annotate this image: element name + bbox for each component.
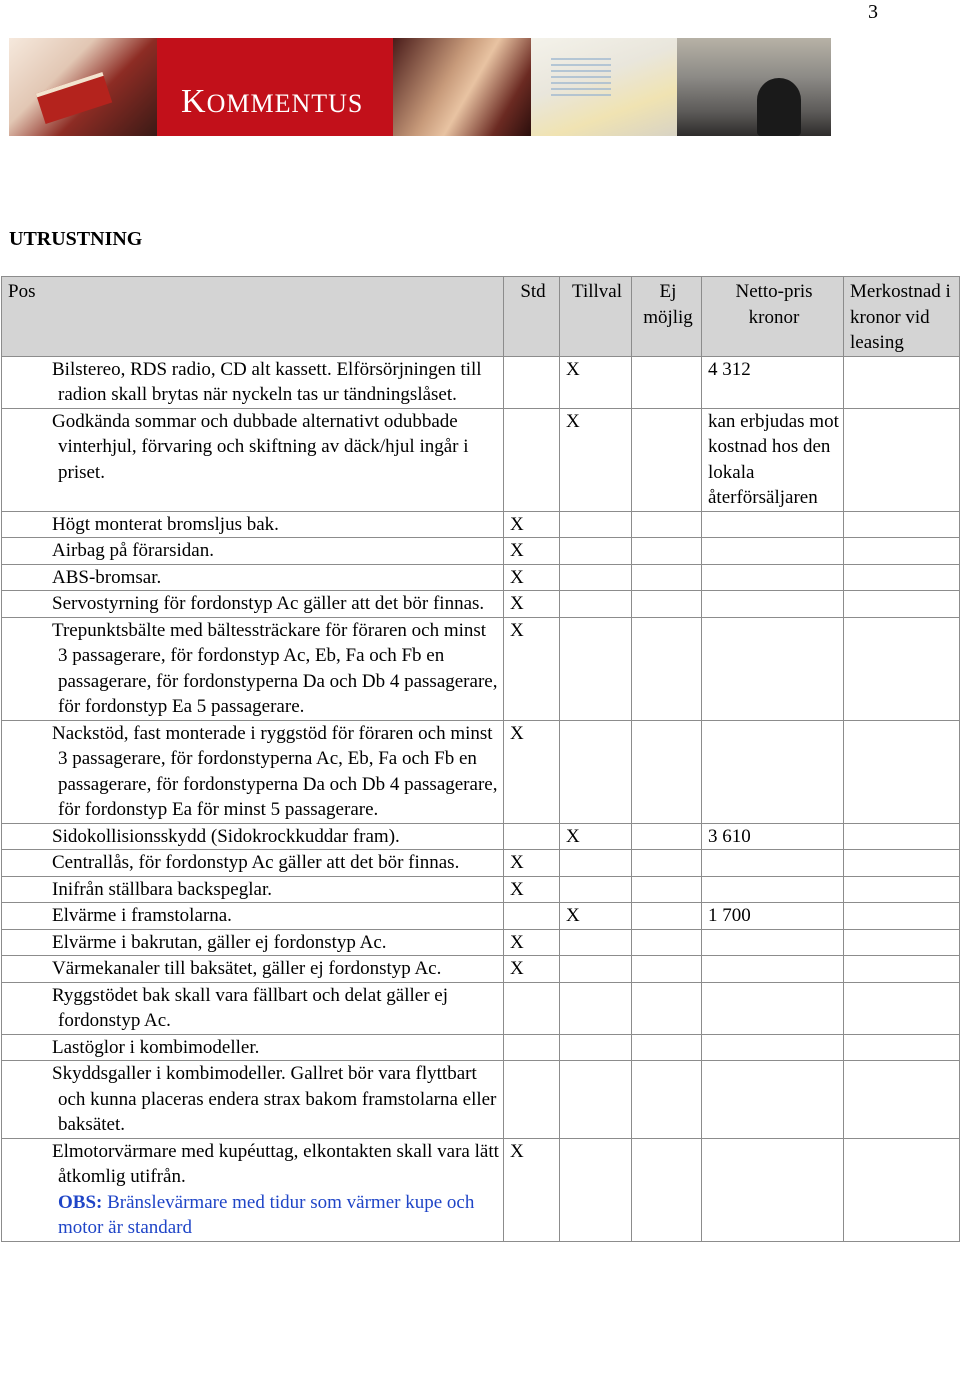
merkostnad-cell	[844, 720, 960, 823]
row-number	[8, 1035, 52, 1061]
header-tillval: Tillval	[560, 277, 632, 357]
nettopris-cell	[702, 982, 844, 1034]
row-number	[8, 1139, 52, 1165]
ej-mojlig-cell	[632, 1034, 702, 1061]
nettopris-cell	[702, 538, 844, 565]
row-description-cell	[2, 720, 504, 823]
row-description: Centrallås, för fordonstyp Ac gäller att det bör finnas.	[52, 852, 460, 873]
tillval-cell: X	[560, 823, 632, 850]
row-description-cell	[2, 903, 504, 930]
merkostnad-cell	[844, 564, 960, 591]
nettopris-cell	[702, 511, 844, 538]
merkostnad-cell	[844, 850, 960, 877]
tillval-cell	[560, 511, 632, 538]
ej-mojlig-cell	[632, 511, 702, 538]
row-description-cell	[2, 538, 504, 565]
table-row	[2, 956, 960, 983]
std-cell	[504, 823, 560, 850]
tillval-cell	[560, 617, 632, 720]
nettopris-cell	[702, 1061, 844, 1139]
std-cell: X	[504, 617, 560, 720]
merkostnad-cell	[844, 538, 960, 565]
header-std: Std	[504, 277, 560, 357]
header-pos: Pos	[2, 277, 504, 357]
table-row	[2, 564, 960, 591]
table-row	[2, 720, 960, 823]
row-description-cell	[2, 564, 504, 591]
table-row	[2, 356, 960, 408]
nettopris-cell	[702, 617, 844, 720]
tillval-cell	[560, 876, 632, 903]
table-row	[2, 903, 960, 930]
ej-mojlig-cell	[632, 982, 702, 1034]
table-row	[2, 850, 960, 877]
nettopris-cell	[702, 929, 844, 956]
row-number	[8, 930, 52, 956]
table-row	[2, 823, 960, 850]
table-row	[2, 1138, 960, 1241]
tillval-cell	[560, 929, 632, 956]
tillval-cell: X	[560, 903, 632, 930]
tillval-cell	[560, 850, 632, 877]
row-description: Elvärme i bakrutan, gäller ej fordonstyp Ac.	[52, 931, 387, 953]
row-description-cell	[2, 982, 504, 1034]
row-description: Trepunktsbälte med bältessträckare för föraren och minst 3 passagerare, för fordonstyp Ac, Eb, Fa och Fb en passagerare, för fordonstyperna Da och Db 4 passagerare, för fordonstyp Ea 5 passagerare.	[52, 619, 498, 717]
merkostnad-cell	[844, 823, 960, 850]
section-heading: UTRUSTNING	[9, 228, 143, 250]
ej-mojlig-cell	[632, 356, 702, 408]
merkostnad-cell	[844, 408, 960, 511]
ej-mojlig-cell	[632, 1138, 702, 1241]
merkostnad-cell	[844, 876, 960, 903]
table-row	[2, 511, 960, 538]
merkostnad-cell	[844, 356, 960, 408]
row-description: Skyddsgaller i kombimodeller. Gallret bör vara flyttbart och kunna placeras endera strax bakom framstolarna eller baksätet.	[52, 1063, 497, 1135]
table-header-row	[2, 277, 960, 357]
tillval-cell	[560, 591, 632, 618]
tillval-cell	[560, 956, 632, 983]
ej-mojlig-cell	[632, 720, 702, 823]
nettopris-cell	[702, 591, 844, 618]
merkostnad-cell	[844, 591, 960, 618]
row-description: Högt monterat bromsljus bak.	[52, 513, 279, 535]
row-description: Elmotorvärmare med kupéuttag, elkontakten skall vara lätt åtkomlig utifrån.	[52, 1140, 499, 1187]
tillval-cell: X	[560, 408, 632, 511]
nettopris-cell: 4 312	[702, 356, 844, 408]
ej-mojlig-cell	[632, 929, 702, 956]
row-description-cell	[2, 929, 504, 956]
note-text: Bränslevärmare med tidur som värmer kupe och motor är standard	[58, 1191, 475, 1238]
nettopris-cell	[702, 720, 844, 823]
row-description: ABS-bromsar.	[52, 566, 162, 588]
table-row	[2, 1034, 960, 1061]
tillval-cell	[560, 564, 632, 591]
table-row	[2, 538, 960, 565]
ej-mojlig-cell	[632, 903, 702, 930]
page-number: 3	[868, 1, 878, 23]
std-cell: X	[504, 929, 560, 956]
std-cell	[504, 356, 560, 408]
row-number	[8, 983, 52, 1009]
row-description-cell	[2, 850, 504, 877]
row-number	[8, 591, 52, 617]
table-row	[2, 408, 960, 511]
std-cell: X	[504, 720, 560, 823]
merkostnad-cell	[844, 1034, 960, 1061]
header-merkostnad: Merkostnad i kronor vid leasing	[844, 277, 960, 357]
nettopris-cell	[702, 564, 844, 591]
row-number	[8, 877, 52, 903]
row-number	[8, 824, 52, 850]
std-cell: X	[504, 564, 560, 591]
merkostnad-cell	[844, 617, 960, 720]
row-description: Bilstereo, RDS radio, CD alt kassett. Elförsörjningen till radion skall brytas när nyckeln tas ur tändningslåset.	[52, 358, 482, 405]
row-description-cell	[2, 1061, 504, 1139]
merkostnad-cell	[844, 903, 960, 930]
nettopris-cell	[702, 876, 844, 903]
row-note	[8, 1190, 500, 1241]
table-row	[2, 591, 960, 618]
ej-mojlig-cell	[632, 408, 702, 511]
std-cell: X	[504, 591, 560, 618]
merkostnad-cell	[844, 982, 960, 1034]
table-row	[2, 876, 960, 903]
ej-mojlig-cell	[632, 538, 702, 565]
header-ej-mojlig: Ej möjlig	[632, 277, 702, 357]
row-number	[8, 565, 52, 591]
equipment-table	[1, 276, 960, 1242]
ej-mojlig-cell	[632, 1061, 702, 1139]
handshake-photo	[393, 38, 531, 136]
row-number	[8, 721, 52, 747]
row-number	[8, 538, 52, 564]
std-cell: X	[504, 956, 560, 983]
ej-mojlig-cell	[632, 591, 702, 618]
row-description: Inifrån ställbara backspeglar.	[52, 878, 272, 900]
row-description-cell	[2, 408, 504, 511]
tillval-cell	[560, 1034, 632, 1061]
tillval-cell	[560, 1061, 632, 1139]
ej-mojlig-cell	[632, 564, 702, 591]
std-cell: X	[504, 511, 560, 538]
row-description-cell	[2, 511, 504, 538]
row-number	[8, 1061, 52, 1087]
row-description-cell	[2, 591, 504, 618]
merkostnad-cell	[844, 1138, 960, 1241]
std-cell	[504, 903, 560, 930]
row-description: Nackstöd, fast monterade i ryggstöd för föraren och minst 3 passagerare, för fordonstyperna Ac, Eb, Fa och Fb en passagerare, för fordonstyperna Da och Db 4 passagerare, för fordonstyp Ea för minst 5 passagerare.	[52, 722, 498, 820]
row-description: Airbag på förarsidan.	[52, 540, 214, 561]
merkostnad-cell	[844, 956, 960, 983]
nettopris-cell	[702, 850, 844, 877]
row-description-cell	[2, 956, 504, 983]
tillval-cell	[560, 1138, 632, 1241]
nettopris-cell	[702, 956, 844, 983]
std-cell: X	[504, 1138, 560, 1241]
tillval-cell	[560, 720, 632, 823]
nettopris-cell	[702, 1138, 844, 1241]
header-nettopris: Netto-pris kronor	[702, 277, 844, 357]
row-description-cell	[2, 1034, 504, 1061]
std-cell	[504, 982, 560, 1034]
note-label: OBS:	[58, 1191, 103, 1213]
std-cell	[504, 1061, 560, 1139]
ej-mojlig-cell	[632, 876, 702, 903]
kommentus-banner	[9, 38, 831, 136]
row-description: Servostyrning för fordonstyp Ac gäller att det bör finnas.	[52, 593, 485, 614]
std-cell: X	[504, 876, 560, 903]
ej-mojlig-cell	[632, 617, 702, 720]
table-row	[2, 982, 960, 1034]
tillval-cell	[560, 538, 632, 565]
row-description-cell	[2, 617, 504, 720]
std-cell	[504, 408, 560, 511]
table-row	[2, 617, 960, 720]
std-cell	[504, 1034, 560, 1061]
row-number	[8, 903, 52, 929]
book-photo	[9, 38, 157, 136]
row-number	[8, 956, 52, 982]
merkostnad-cell	[844, 511, 960, 538]
nettopris-cell: 1 700	[702, 903, 844, 930]
row-description: Lastöglor i kombimodeller.	[52, 1036, 260, 1058]
row-description: Värmekanaler till baksätet, gäller ej fordonstyp Ac.	[52, 958, 442, 979]
documents-photo	[531, 38, 677, 136]
ej-mojlig-cell	[632, 850, 702, 877]
table-row	[2, 929, 960, 956]
row-description-cell	[2, 823, 504, 850]
row-description-cell	[2, 1138, 504, 1241]
merkostnad-cell	[844, 1061, 960, 1139]
row-description: Sidokollisionsskydd (Sidokrockkuddar fram).	[52, 825, 400, 847]
ej-mojlig-cell	[632, 823, 702, 850]
row-number	[8, 512, 52, 538]
merkostnad-cell	[844, 929, 960, 956]
nettopris-cell	[702, 1034, 844, 1061]
row-description: Elvärme i framstolarna.	[52, 905, 232, 926]
row-number	[8, 357, 52, 383]
nettopris-cell: kan erbjudas mot kostnad hos den lokala återförsäljaren	[702, 408, 844, 511]
row-number	[8, 409, 52, 435]
std-cell: X	[504, 850, 560, 877]
office-photo	[677, 38, 831, 136]
ej-mojlig-cell	[632, 956, 702, 983]
row-description: Ryggstödet bak skall vara fällbart och delat gäller ej fordonstyp Ac.	[52, 984, 448, 1031]
std-cell: X	[504, 538, 560, 565]
tillval-cell: X	[560, 356, 632, 408]
tillval-cell	[560, 982, 632, 1034]
table-row	[2, 1061, 960, 1139]
row-description-cell	[2, 356, 504, 408]
nettopris-cell: 3 610	[702, 823, 844, 850]
row-number	[8, 850, 52, 876]
row-number	[8, 618, 52, 644]
row-description-cell	[2, 876, 504, 903]
row-description: Godkända sommar och dubbade alternativt odubbade vinterhjul, förvaring och skiftning av däck/hjul ingår i priset.	[52, 410, 469, 483]
kommentus-logo: KOMMENTUS	[181, 83, 364, 120]
